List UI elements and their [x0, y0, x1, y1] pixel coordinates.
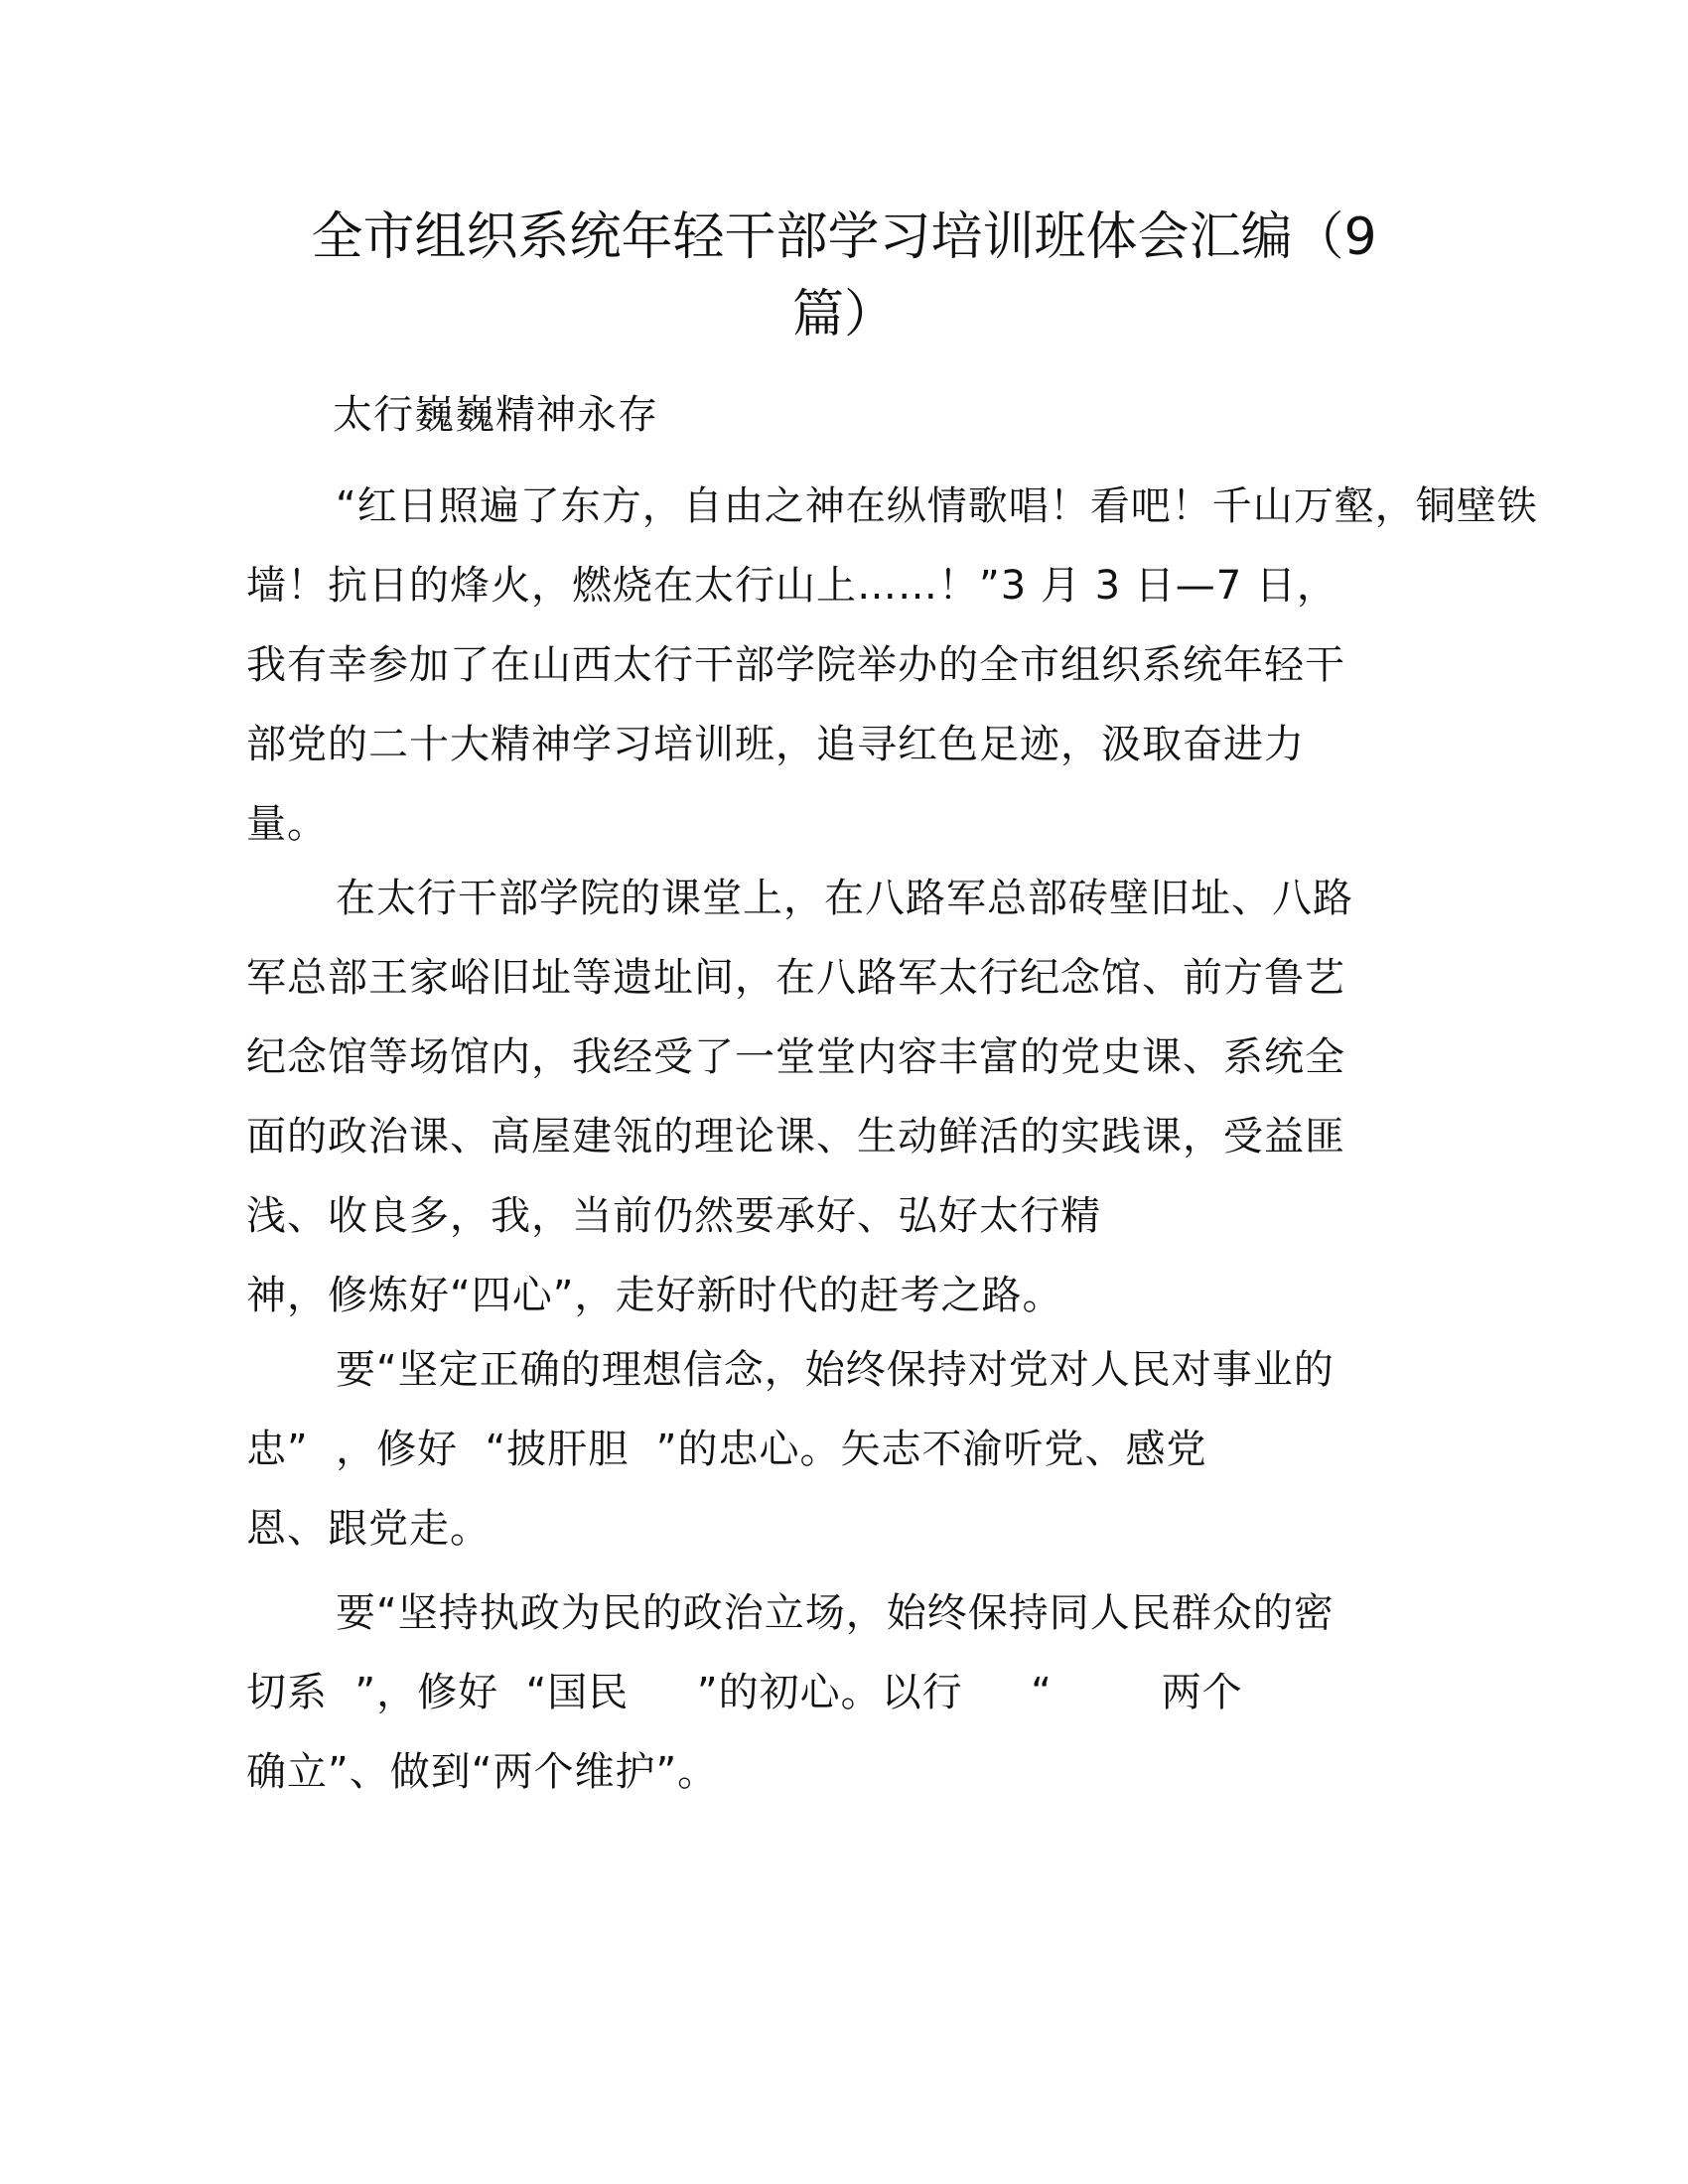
paragraph-line: 要“坚持执政为民的政治立场，始终保持同人民群众的密 — [336, 1590, 1335, 1636]
paragraph-line: 要“坚定正确的理想信念，始终保持对党对人民对事业的 — [336, 1347, 1335, 1393]
paragraph-line: 纪念馆等场馆内，我经受了一堂堂内容丰富的党史课、系统全 — [246, 1034, 1345, 1080]
section-subtitle — [333, 375, 658, 455]
paragraph-3 — [246, 1330, 1335, 1569]
paragraph-line: 我有幸参加了在山西太行干部学院举办的全市组织系统年轻干 — [246, 642, 1345, 688]
paragraph-2 — [246, 859, 1353, 1335]
paragraph-line: 面的政治课、高屋建瓴的理论课、生动鲜活的实践课，受益匪 — [246, 1114, 1345, 1160]
paragraph-line: 部党的二十大精神学习培训班，追寻红色足迹，汲取奋进力 — [246, 722, 1305, 767]
paragraph-line: 军总部王家峪旧址等遗址间，在八路军太行纪念馆、前方鲁艺 — [246, 955, 1345, 1001]
title-line-2: 篇） — [791, 285, 896, 344]
paragraph-line: 浅、收良多，我，当前仍然要承好、弘好太行精 — [246, 1193, 1101, 1239]
paragraph-line: 确立”、做到“两个维护”。 — [246, 1749, 719, 1795]
paragraph-line: 忠” ，修好 “披肝胆 ”的忠心。矢志不渝听党、感党 — [246, 1427, 1207, 1472]
paragraph-4 — [246, 1573, 1335, 1812]
paragraph-1 — [246, 467, 1538, 864]
paragraph-line: “红日照遍了东方，自由之神在纵情歌唱！看吧！千山万壑，铜壁铁 — [336, 483, 1538, 529]
paragraph-line: 在太行干部学院的课堂上，在八路军总部砖壁旧址、八路 — [336, 876, 1353, 921]
title-line-1: 全市组织系统年轻干部学习培训班体会汇编（9 — [311, 207, 1377, 267]
paragraph-line: 切系 ”，修好 “国民 ”的初心。以行 “ 两个 — [246, 1670, 1243, 1715]
subtitle-text: 太行巍巍精神永存 — [333, 392, 658, 438]
paragraph-line: 神，修炼好“四心”，走好新时代的赶考之路。 — [246, 1273, 1063, 1318]
paragraph-line: 墙！抗日的烽火，燃烧在太行山上……！”3 月 3 日—7 日， — [246, 563, 1337, 609]
document-title — [243, 199, 1445, 353]
paragraph-line: 量。 — [246, 801, 328, 847]
paragraph-line: 恩、跟党走。 — [246, 1506, 491, 1552]
